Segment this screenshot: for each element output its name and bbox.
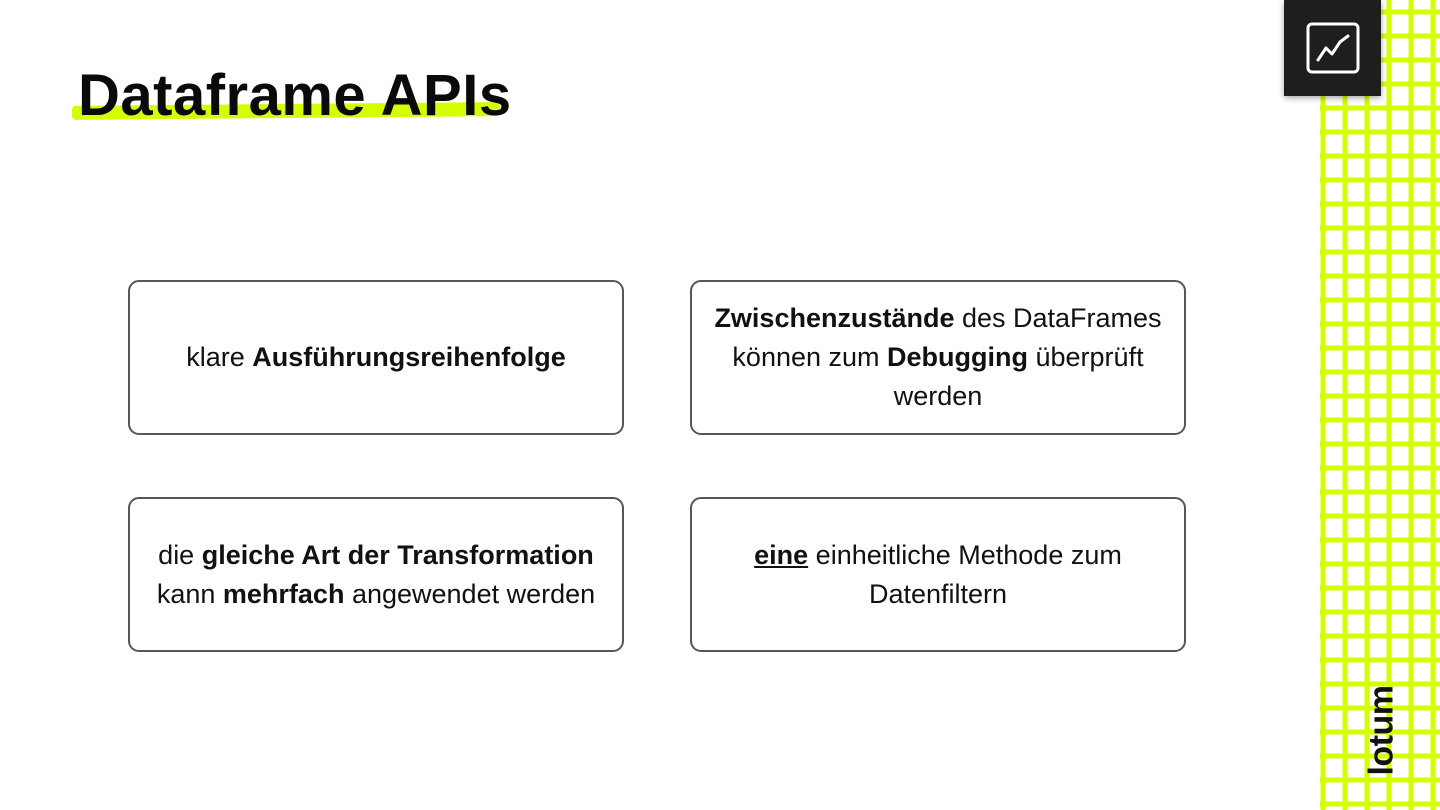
- slide-title: Dataframe APIs: [78, 63, 512, 128]
- card-text: [708, 299, 1168, 416]
- feature-card-filtering-method: [690, 497, 1186, 652]
- card-text-bold: Zwischenzustände: [714, 303, 955, 333]
- card-text: [146, 536, 606, 614]
- card-text: [186, 338, 566, 377]
- card-text-regular: klare: [186, 342, 253, 372]
- card-text-bold: eine: [754, 539, 809, 570]
- card-text-regular: einheitliche Methode zum Datenfiltern: [808, 539, 1122, 609]
- card-text-bold: gleiche Art der Transformation: [201, 539, 594, 570]
- card-text-regular: des DataFrames können zum: [732, 303, 1162, 372]
- card-text-bold: Ausführungsreihenfolge: [252, 342, 566, 372]
- card-text: [708, 536, 1168, 614]
- feature-card-execution-order: [128, 280, 624, 435]
- chart-icon-box: [1284, 0, 1381, 96]
- title-area: [78, 58, 512, 134]
- card-text-regular: kann: [156, 578, 223, 609]
- logo-text: lotum: [1362, 684, 1401, 776]
- card-text-bold: Debugging: [887, 342, 1028, 372]
- card-text-regular: angewendet werden: [344, 578, 596, 609]
- card-text-regular: die: [158, 539, 202, 570]
- line-chart-icon: [1304, 20, 1362, 76]
- lotum-logo: [1357, 680, 1407, 780]
- card-text-regular: überprüft werden: [893, 342, 1144, 411]
- feature-card-reusable-transformation: [128, 497, 624, 652]
- card-text-bold: mehrfach: [222, 578, 345, 609]
- feature-card-intermediate-states: [690, 280, 1186, 435]
